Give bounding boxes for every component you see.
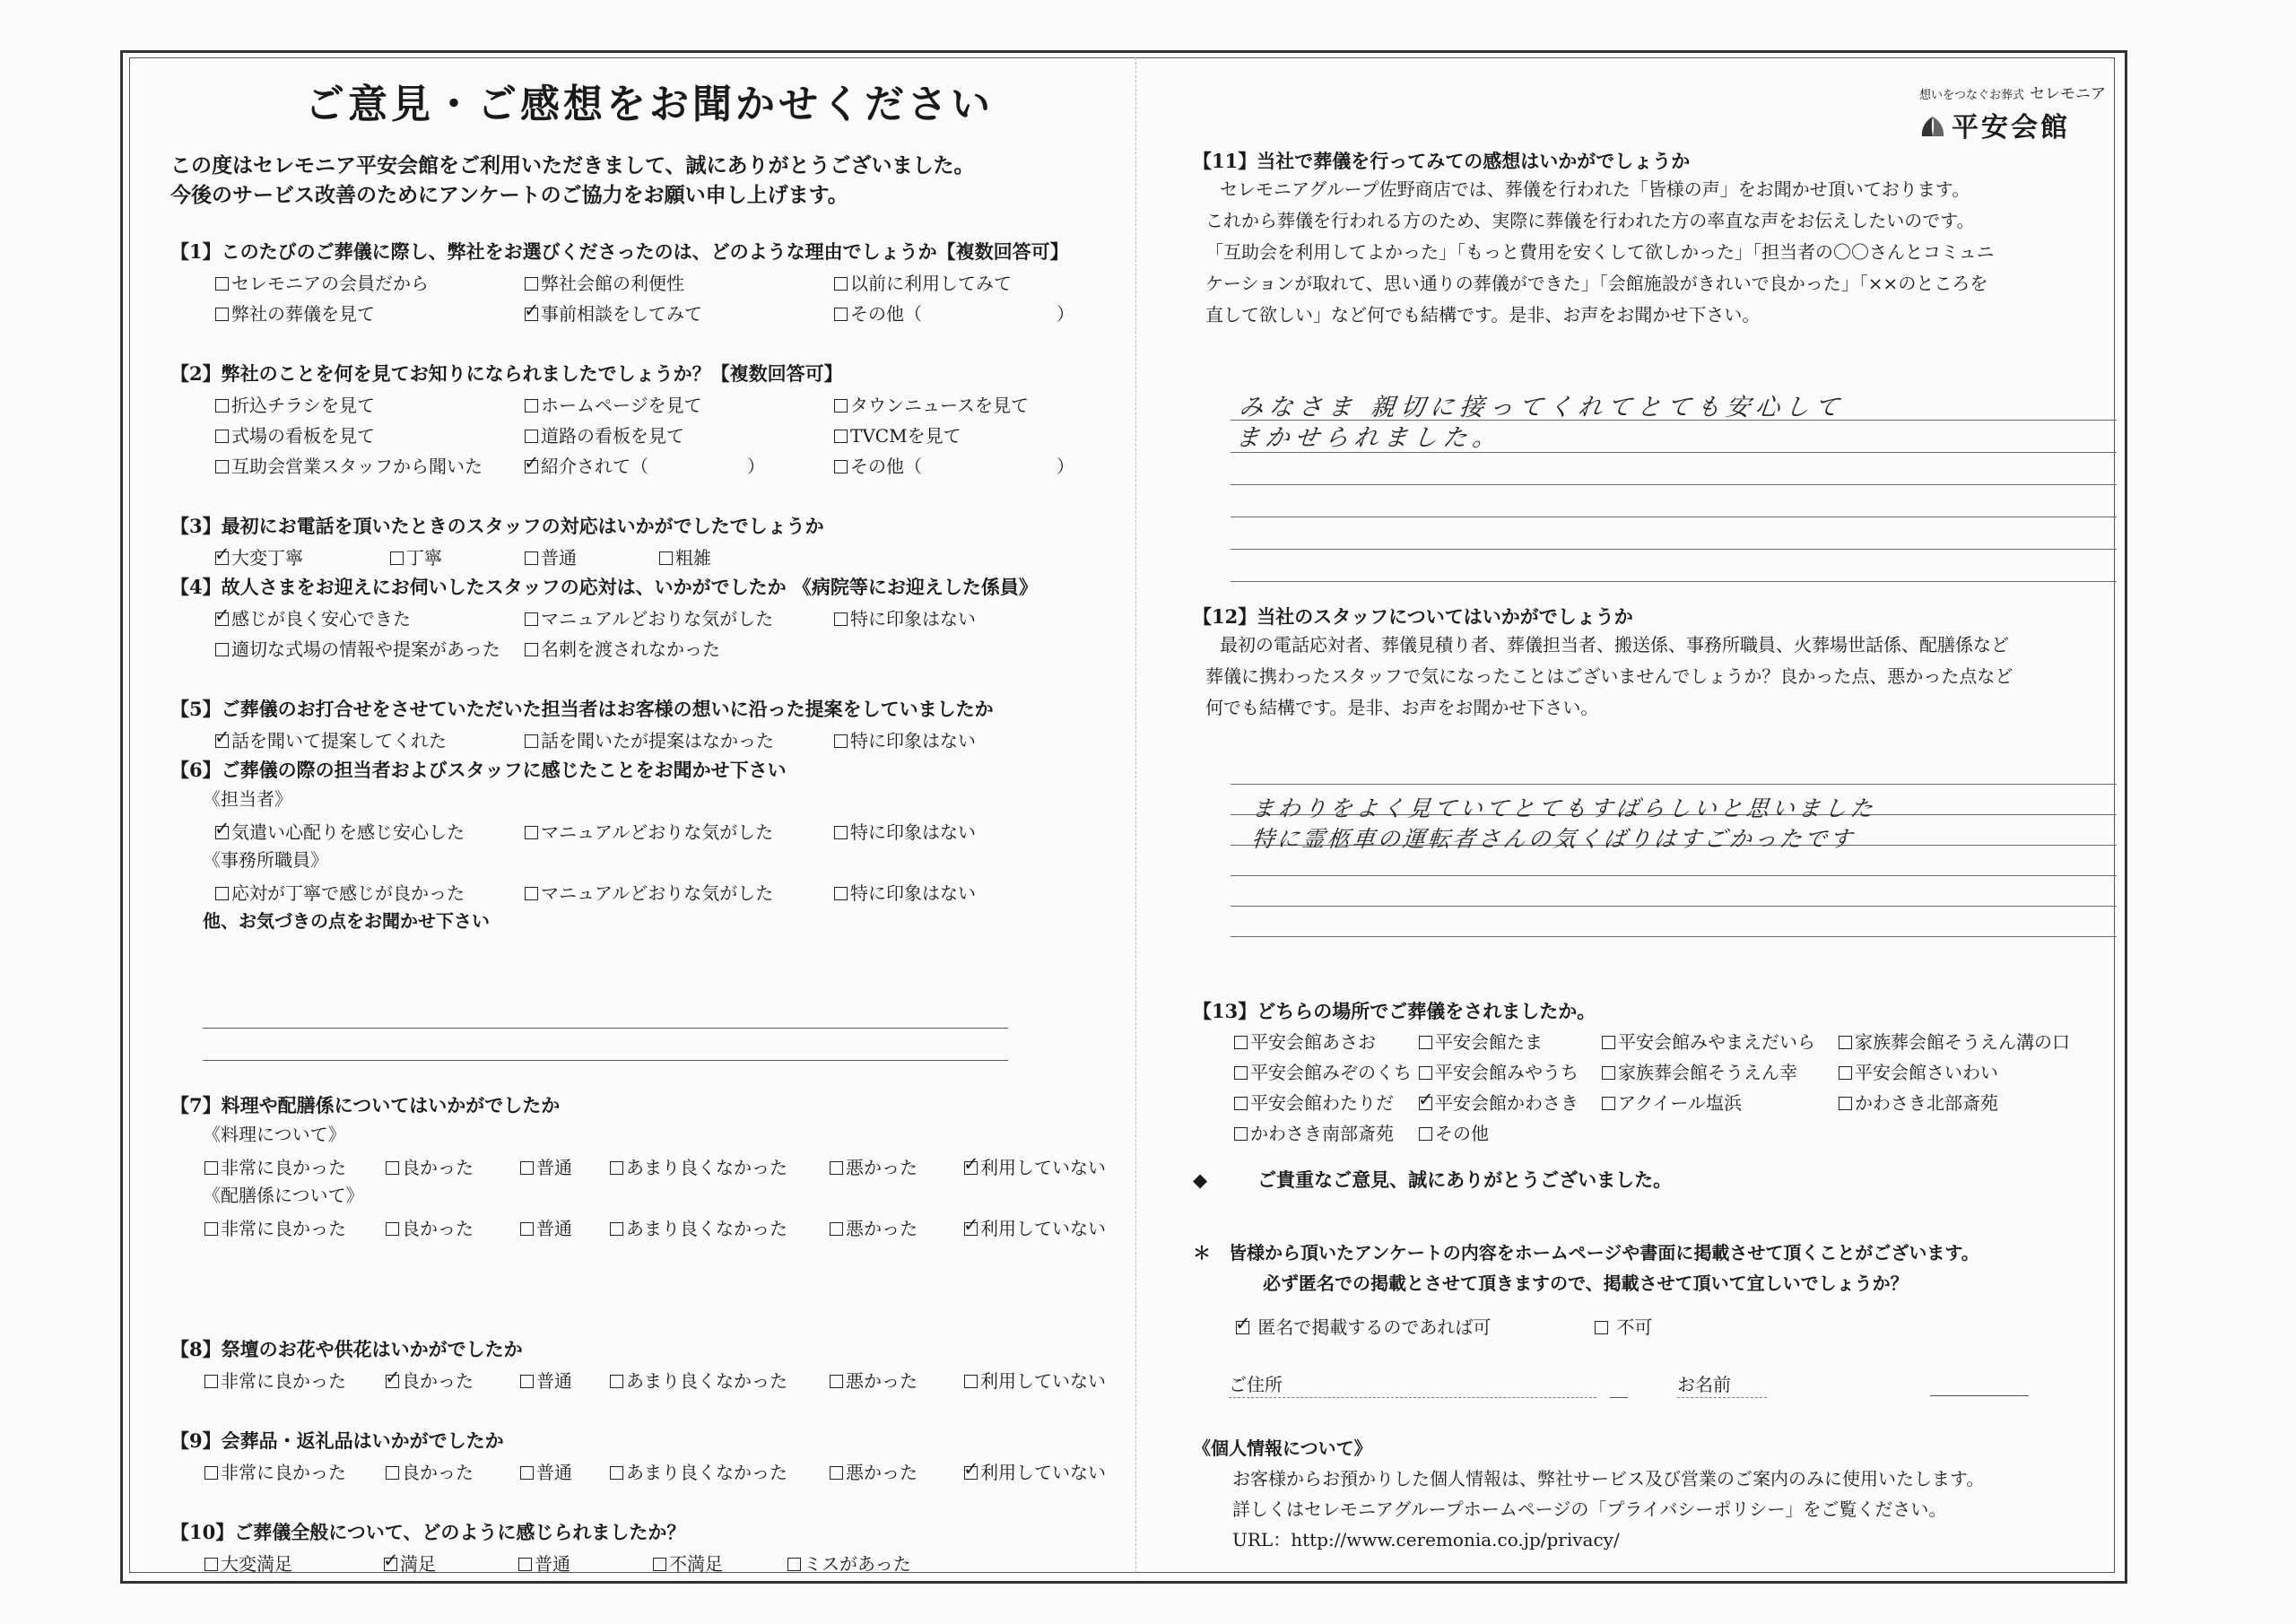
intro-text — [170, 151, 975, 210]
question-3 — [170, 513, 824, 570]
checkbox[interactable] — [525, 887, 538, 900]
q12-desc-1: 最初の電話応対者、葬儀見積り者、葬儀担当者、搬送係、事務所職員、火葬場世話係、配膳係など — [1220, 634, 2009, 656]
lotus-logo-icon — [1919, 115, 1946, 138]
q6-option-manual[interactable]: マニュアルどおりな気がした — [525, 818, 773, 844]
q13-option-wataride[interactable]: 平安会館わたりだ — [1234, 1089, 1394, 1115]
q11-handwritten-answer-1: みなさま 親切に接ってくれてとても安心して — [1238, 394, 1846, 421]
question-7-row-serving — [170, 1211, 1106, 1241]
checkbox-checked[interactable] — [384, 1558, 397, 1571]
q4-option-no-impression[interactable]: 特に印象はない — [834, 604, 976, 630]
q4-option-manual[interactable]: マニュアルどおりな気がした — [525, 604, 773, 630]
checkbox[interactable] — [1602, 1036, 1615, 1049]
q13-option-kawasaki[interactable]: ✓ 平安会館かわさき — [1419, 1089, 1578, 1115]
q13-row-4 — [1193, 1116, 1596, 1146]
q7-food-not-good[interactable]: あまり良くなかった — [610, 1153, 787, 1179]
checkbox-checked[interactable] — [525, 308, 538, 321]
name-field-end — [1930, 1395, 2029, 1396]
checkbox[interactable] — [787, 1558, 801, 1571]
question-12 — [1193, 603, 2013, 724]
q3-option-rough[interactable]: 粗雑 — [659, 543, 711, 569]
checkbox[interactable] — [610, 1466, 623, 1480]
q10-mistake[interactable]: ミスがあった — [787, 1550, 911, 1576]
checkbox[interactable] — [1234, 1066, 1248, 1080]
q11-desc-5: 直して欲しい」など何でも結構です。是非、お声をお聞かせ下さい。 — [1205, 304, 1761, 326]
q4-option-no-card[interactable]: 名刺を渡されなかった — [525, 635, 720, 661]
q11-answer-line-5[interactable] — [1231, 549, 2117, 550]
checkbox[interactable] — [525, 277, 538, 291]
q13-option-tama[interactable]: 平安会館たま — [1419, 1028, 1543, 1054]
question-9-title: 【9】会葬品・返礼品はいかがでしたか — [170, 1429, 504, 1452]
q2-option-homepage[interactable]: ホームページを見て — [525, 391, 702, 417]
q13-option-accueil-shiohama[interactable]: アクイール塩浜 — [1602, 1089, 1742, 1115]
question-8-title: 【8】祭壇のお花や供花はいかがでしたか — [170, 1338, 523, 1360]
question-12-title: 【12】当社のスタッフについてはいかがでしょうか — [1193, 605, 1633, 628]
q9-bad[interactable]: 悪かった — [830, 1458, 918, 1484]
checkbox[interactable] — [518, 1558, 532, 1571]
q6-comment-line-2[interactable] — [203, 1060, 1008, 1061]
checkbox[interactable] — [834, 460, 848, 473]
q12-answer-line-5[interactable] — [1231, 906, 2117, 907]
q2-option-sales-staff[interactable]: 互助会営業スタッフから聞いた — [215, 452, 483, 478]
question-6-row-2 — [170, 875, 976, 906]
name-field[interactable] — [1677, 1397, 1767, 1398]
checkbox-checked[interactable] — [215, 826, 229, 839]
checkbox[interactable] — [520, 1375, 534, 1388]
checkbox[interactable] — [1419, 1036, 1432, 1049]
checkbox[interactable] — [834, 734, 848, 748]
checkbox[interactable] — [204, 1222, 218, 1236]
checkbox[interactable] — [520, 1222, 534, 1236]
q4-option-reassuring[interactable]: ✓感じが良く安心できた — [215, 604, 411, 630]
checkbox[interactable] — [215, 399, 229, 413]
checkbox[interactable] — [834, 399, 848, 413]
q6-sub-staff: 《担当者》 — [203, 788, 292, 810]
q7-sub-serving: 《配膳係について》 — [203, 1185, 364, 1206]
q1-option-saw-funeral[interactable]: 弊社の葬儀を見て — [215, 300, 375, 326]
question-8-row — [170, 1363, 1106, 1394]
intro-line-2: 今後のサービス改善のためにアンケートのご協力をお願い申し上げます。 — [170, 183, 848, 207]
question-13-title: 【13】どちらの場所でご葬儀をされましたか。 — [1193, 1000, 1596, 1022]
q7-serving-very-good[interactable]: 非常に良かった — [204, 1214, 346, 1240]
publication-notice — [1193, 1238, 1979, 1298]
checkbox[interactable] — [525, 612, 538, 626]
checkbox-checked[interactable] — [215, 551, 229, 565]
checkbox-checked[interactable] — [1236, 1321, 1249, 1334]
q6-option-no-impression[interactable]: 特に印象はない — [834, 818, 976, 844]
checkbox[interactable] — [610, 1222, 623, 1236]
q6-option-office-manual[interactable]: マニュアルどおりな気がした — [525, 879, 773, 905]
q7-food-bad[interactable]: 悪かった — [830, 1153, 918, 1179]
q1-option-other[interactable]: その他（ ） — [834, 300, 1074, 326]
checkbox-checked[interactable] — [215, 734, 229, 748]
question-9-row — [170, 1455, 1106, 1485]
thanks-text: ご貴重なご意見、誠にありがとうございました。 — [1257, 1168, 1673, 1191]
checkbox[interactable] — [610, 1161, 623, 1175]
checkbox[interactable] — [386, 1161, 399, 1175]
checkbox-checked[interactable] — [964, 1466, 978, 1480]
checkbox[interactable] — [1419, 1066, 1432, 1080]
checkbox[interactable] — [834, 887, 848, 900]
q13-option-kawasaki-north[interactable]: かわさき北部斎苑 — [1839, 1089, 1998, 1115]
question-5-title: 【5】ご葬儀のお打合せをさせていただいた担当者はお客様の想いに沿った提案をしていましたか — [170, 698, 994, 720]
page-fold — [1135, 57, 1136, 1573]
q5-option-no-impression[interactable]: 特に印象はない — [834, 726, 976, 752]
q5-option-listened[interactable]: ✓話を聞いて提案してくれた — [215, 726, 447, 752]
q1-option-previous[interactable]: 以前に利用してみて — [834, 269, 1012, 295]
checkbox[interactable] — [834, 308, 848, 321]
q2-option-venue-sign[interactable]: 式場の看板を見て — [215, 421, 375, 447]
q7-serving-bad[interactable]: 悪かった — [830, 1214, 918, 1240]
question-10 — [170, 1519, 911, 1576]
q2-option-road-sign[interactable]: 道路の看板を見て — [525, 421, 684, 447]
checkbox[interactable] — [525, 643, 538, 656]
checkbox[interactable] — [1839, 1097, 1852, 1110]
privacy-line-2: 詳しくはセレモニアグループホームページの「プライバシーポリシー」をご覧ください。 — [1232, 1498, 1947, 1520]
question-2-row-2 — [170, 418, 961, 448]
q12-answer-line-4[interactable] — [1231, 875, 2117, 876]
question-3-title: 【3】最初にお電話を頂いたときのスタッフの対応はいかがでしたでしょうか — [170, 515, 824, 537]
question-4-row-2 — [170, 631, 1038, 662]
checkbox-checked[interactable] — [215, 612, 229, 626]
privacy-title: 《個人情報について》 — [1193, 1437, 1372, 1459]
q13-option-saiwai[interactable]: 平安会館さいわい — [1839, 1058, 1998, 1084]
question-2-title: 【2】弊社のことを何を見てお知りになられましたでしょうか？【複数回答可】 — [170, 362, 843, 385]
question-4 — [170, 574, 1038, 662]
q11-answer-line-6[interactable] — [1231, 581, 2117, 582]
q6-option-office-no-impression[interactable]: 特に印象はない — [834, 879, 976, 905]
question-1 — [170, 239, 1074, 326]
question-4-title: 【4】故人さまをお迎えにお伺いしたスタッフの応対は、いかがでしたか 《病院等にお迎えした係員》 — [170, 576, 1038, 598]
q9-very-good[interactable]: 非常に良かった — [204, 1458, 346, 1484]
q7-food-good[interactable]: 良かった — [386, 1153, 474, 1179]
checkbox[interactable] — [204, 1161, 218, 1175]
consent-anonymous-ok[interactable]: ✓ 匿名で掲載するのであれば可 — [1236, 1313, 1491, 1339]
q2-option-tvcm[interactable]: TVCMを見て — [834, 421, 961, 447]
q13-option-mizonokuchi[interactable]: 平安会館みぞのくち — [1234, 1058, 1412, 1084]
q13-row-2 — [1193, 1055, 1998, 1085]
checkbox[interactable] — [525, 399, 538, 413]
q8-very-good[interactable]: 非常に良かった — [204, 1367, 346, 1393]
q1-option-convenience[interactable]: 弊社会館の利便性 — [525, 269, 684, 295]
q12-answer-line-1[interactable] — [1231, 784, 2117, 785]
checkbox[interactable] — [1839, 1066, 1852, 1080]
diamond-icon: ◆ — [1193, 1169, 1208, 1191]
q8-bad[interactable]: 悪かった — [830, 1367, 918, 1393]
q2-option-other[interactable]: その他（ ） — [834, 452, 1074, 478]
q7-serving-not-good[interactable]: あまり良くなかった — [610, 1214, 787, 1240]
q10-normal[interactable]: 普通 — [518, 1550, 570, 1576]
checkbox[interactable] — [830, 1375, 843, 1388]
publication-line-2: 必ず匿名での掲載とさせて頂きますので、掲載させて頂いて宜しいでしょうか？ — [1263, 1272, 1909, 1294]
q10-very-satisfied[interactable]: 大変満足 — [204, 1550, 292, 1576]
page-title: ご意見・ご感想をお聞かせください — [305, 82, 994, 127]
question-13 — [1193, 997, 2070, 1146]
question-2 — [170, 360, 1074, 479]
q13-option-miyamaedaira[interactable]: 平安会館みやまえだいら — [1602, 1028, 1815, 1054]
q12-desc-3: 何でも結構です。是非、お声をお聞かせ下さい。 — [1205, 697, 1599, 718]
checkbox[interactable] — [204, 1466, 218, 1480]
checkbox[interactable] — [525, 430, 538, 443]
q13-option-miyauchi[interactable]: 平安会館みやうち — [1419, 1058, 1578, 1084]
q8-not-good[interactable]: あまり良くなかった — [610, 1367, 787, 1393]
question-1-title: 【1】このたびのご葬儀に際し、弊社をお選びくださったのは、どのような理由でしょうか【複数回答可】 — [170, 240, 1069, 263]
q2-option-referral[interactable]: ✓ 紹介されて（ ） — [525, 452, 765, 478]
q7-food-very-good[interactable]: 非常に良かった — [204, 1153, 346, 1179]
name-label: お名前 — [1677, 1374, 1731, 1395]
checkbox[interactable] — [386, 1466, 399, 1480]
q2-option-flyer[interactable]: 折込チラシを見て — [215, 391, 375, 417]
address-field-end — [1610, 1397, 1628, 1398]
question-7-title: 【7】料理や配膳係についてはいかがでしたか — [170, 1094, 561, 1116]
q13-option-asao[interactable]: 平安会館あさお — [1234, 1028, 1376, 1054]
checkbox[interactable] — [204, 1558, 218, 1571]
question-8 — [170, 1336, 1106, 1394]
checkbox[interactable] — [520, 1466, 534, 1480]
checkbox[interactable] — [830, 1161, 843, 1175]
checkbox-checked[interactable] — [1419, 1097, 1432, 1110]
q7-serving-good[interactable]: 良かった — [386, 1214, 474, 1240]
checkbox[interactable] — [830, 1466, 843, 1480]
checkbox[interactable] — [215, 887, 229, 900]
checkbox[interactable] — [830, 1222, 843, 1236]
checkbox[interactable] — [1419, 1127, 1432, 1141]
q8-good[interactable]: ✓ 良かった — [386, 1367, 474, 1393]
q3-option-polite[interactable]: 丁寧 — [390, 543, 442, 569]
q5-option-no-proposal[interactable]: 話を聞いたが提案はなかった — [525, 726, 774, 752]
privacy-url[interactable]: URL：http://www.ceremonia.co.jp/privacy/ — [1232, 1529, 1620, 1550]
checkbox[interactable] — [1234, 1097, 1248, 1110]
q13-option-souen-mizonokuchi[interactable]: 家族葬会館そうえん溝の口 — [1839, 1028, 2070, 1054]
checkbox[interactable] — [1602, 1097, 1615, 1110]
asterisk-icon: ＊ — [1193, 1242, 1211, 1264]
question-10-title: 【10】ご葬儀全般について、どのように感じられましたか？ — [170, 1521, 686, 1543]
question-10-row — [170, 1546, 911, 1576]
checkbox[interactable] — [1595, 1321, 1608, 1334]
checkbox[interactable] — [525, 826, 538, 839]
checkbox-checked[interactable] — [964, 1161, 978, 1175]
q9-not-used[interactable]: ✓ 利用していない — [964, 1458, 1106, 1484]
question-3-row-1 — [170, 540, 824, 570]
q12-handwritten-answer-1: まわりをよく見ていてとてもすばらしいと思いました — [1250, 795, 1878, 821]
q11-desc-3: 「互助会を利用してよかった」「もっと費用を安くして欲しかった」「担当者の〇〇さんとコミュニ — [1205, 241, 1995, 263]
checkbox-checked[interactable] — [525, 460, 538, 473]
q13-option-souen-saiwai[interactable]: 家族葬会館そうえん幸 — [1602, 1058, 1797, 1084]
question-6-row-1 — [170, 814, 976, 845]
question-2-row-3 — [170, 448, 1074, 479]
q11-desc-1: セレモニアグループ佐野商店では、葬儀を行われた「皆様の声」をお聞かせ頂いております。 — [1220, 178, 1970, 200]
q12-handwritten-answer-2: 特に霊柩車の運転者さんの気くばりはすごかったです — [1250, 826, 1857, 852]
thanks-line — [1193, 1166, 1672, 1193]
question-11-title: 【11】当社で葬儀を行ってみての感想はいかがでしょうか — [1193, 150, 1691, 172]
q7-food-not-used[interactable]: ✓ 利用していない — [964, 1153, 1106, 1179]
checkbox[interactable] — [215, 308, 229, 321]
question-5-row-1 — [170, 723, 994, 753]
question-2-row-1 — [170, 387, 1029, 418]
checkbox[interactable] — [834, 612, 848, 626]
q6-option-office-polite[interactable]: 応対が丁寧で感じが良かった — [215, 879, 465, 905]
q9-normal[interactable]: 普通 — [520, 1458, 572, 1484]
question-5 — [170, 696, 994, 753]
q9-good[interactable]: 良かった — [386, 1458, 474, 1484]
q6-option-thoughtful[interactable]: ✓気遣い心配りを感じ安心した — [215, 818, 465, 844]
checkbox[interactable] — [215, 430, 229, 443]
q4-option-venue-info[interactable]: 適切な式場の情報や提案があった — [215, 635, 500, 661]
checkbox[interactable] — [1602, 1066, 1615, 1080]
q7-sub-food: 《料理について》 — [203, 1124, 346, 1145]
logo-tagline: 想いをつなぐお葬式 — [1919, 89, 2025, 102]
checkbox[interactable] — [653, 1558, 666, 1571]
q11-desc-2: これから葬儀を行われる方のため、実際に葬儀を行われた方の率直な声をお伝えしたいのです。 — [1205, 210, 1975, 231]
question-6 — [170, 757, 976, 936]
q6-other-comments: 他、お気づきの点をお聞かせ下さい — [203, 910, 490, 932]
privacy-section — [1193, 1433, 1984, 1555]
q7-serving-normal[interactable]: 普通 — [520, 1214, 572, 1240]
checkbox[interactable] — [610, 1375, 623, 1388]
q7-food-normal[interactable]: 普通 — [520, 1153, 572, 1179]
q13-row-1 — [1193, 1024, 2070, 1055]
checkbox[interactable] — [204, 1375, 218, 1388]
q13-row-3 — [1193, 1085, 1998, 1116]
privacy-line-1: お客様からお預かりした個人情報は、弊社サービス及び営業のご案内のみに使用いたします。 — [1232, 1468, 1985, 1489]
checkbox[interactable] — [525, 734, 538, 748]
checkbox[interactable] — [386, 1222, 399, 1236]
q6-sub-office: 《事務所職員》 — [203, 849, 328, 871]
q9-not-good[interactable]: あまり良くなかった — [610, 1458, 787, 1484]
logo-main-text: 平安会館 — [1919, 105, 2106, 144]
question-11 — [1193, 147, 1995, 331]
checkbox[interactable] — [834, 277, 848, 291]
checkbox[interactable] — [659, 551, 673, 565]
checkbox-checked[interactable] — [386, 1375, 399, 1388]
question-1-row-2 — [170, 296, 1074, 326]
checkbox-checked[interactable] — [964, 1222, 978, 1236]
q8-normal[interactable]: 普通 — [520, 1367, 572, 1393]
checkbox[interactable] — [520, 1161, 534, 1175]
q11-desc-4: ケーションが取れて、思い通りの葬儀ができた」「会館施設がきれいで良かった」「××のところを — [1205, 273, 1988, 294]
question-6-title: 【6】ご葬儀の際の担当者およびスタッフに感じたことをお聞かせ下さい — [170, 759, 787, 781]
address-label: ご住所 — [1229, 1374, 1283, 1395]
q1-option-member[interactable]: セレモニアの会員だから — [215, 269, 429, 295]
checkbox[interactable] — [525, 551, 538, 565]
q13-option-other[interactable]: その他 — [1419, 1119, 1489, 1145]
q12-answer-line-6[interactable] — [1231, 936, 2117, 937]
checkbox[interactable] — [964, 1375, 978, 1388]
q11-handwritten-answer-2: まかせられました。 — [1234, 424, 1504, 452]
checkbox[interactable] — [1234, 1127, 1248, 1141]
publication-line-1: 皆様から頂いたアンケートの内容をホームページや書面に掲載させて頂くことがございます。 — [1229, 1242, 1979, 1264]
q7-serving-not-used[interactable]: ✓ 利用していない — [964, 1214, 1106, 1240]
q10-satisfied[interactable]: ✓ 満足 — [384, 1550, 436, 1576]
question-9 — [170, 1428, 1106, 1485]
q10-dissatisfied[interactable]: 不満足 — [653, 1550, 723, 1576]
q2-option-town-news[interactable]: タウンニュースを見て — [834, 391, 1029, 417]
logo-brand: セレモニア — [2030, 85, 2107, 103]
question-7 — [170, 1092, 1106, 1241]
q8-not-used[interactable]: 利用していない — [964, 1367, 1106, 1393]
question-1-row-1 — [170, 265, 1069, 296]
q3-option-normal[interactable]: 普通 — [525, 543, 577, 569]
question-4-row-1 — [170, 601, 1038, 631]
address-field[interactable] — [1229, 1397, 1596, 1398]
checkbox[interactable] — [1839, 1036, 1852, 1049]
q13-option-kawasaki-south[interactable]: かわさき南部斎苑 — [1234, 1119, 1394, 1145]
checkbox[interactable] — [834, 826, 848, 839]
company-logo — [1919, 81, 2106, 144]
q12-desc-2: 葬儀に携わったスタッフで気になったことはございませんでしょうか？良かった点、悪かった点など — [1205, 665, 2013, 687]
checkbox[interactable] — [215, 643, 229, 656]
intro-line-1: この度はセレモニア平安会館をご利用いただきまして、誠にありがとうございました。 — [170, 153, 975, 178]
checkbox[interactable] — [834, 430, 848, 443]
consent-decline[interactable]: 不可 — [1595, 1313, 1652, 1339]
checkbox[interactable] — [215, 460, 229, 473]
q1-option-consultation[interactable]: ✓ 事前相談をしてみて — [525, 300, 702, 326]
q11-answer-line-3[interactable] — [1231, 484, 2117, 485]
checkbox[interactable] — [1234, 1036, 1248, 1049]
question-7-row-food — [170, 1150, 1106, 1180]
q6-comment-line-1[interactable] — [203, 1028, 1008, 1029]
checkbox[interactable] — [215, 277, 229, 291]
checkbox[interactable] — [390, 551, 404, 565]
q3-option-very-polite[interactable]: ✓大変丁寧 — [215, 543, 303, 569]
